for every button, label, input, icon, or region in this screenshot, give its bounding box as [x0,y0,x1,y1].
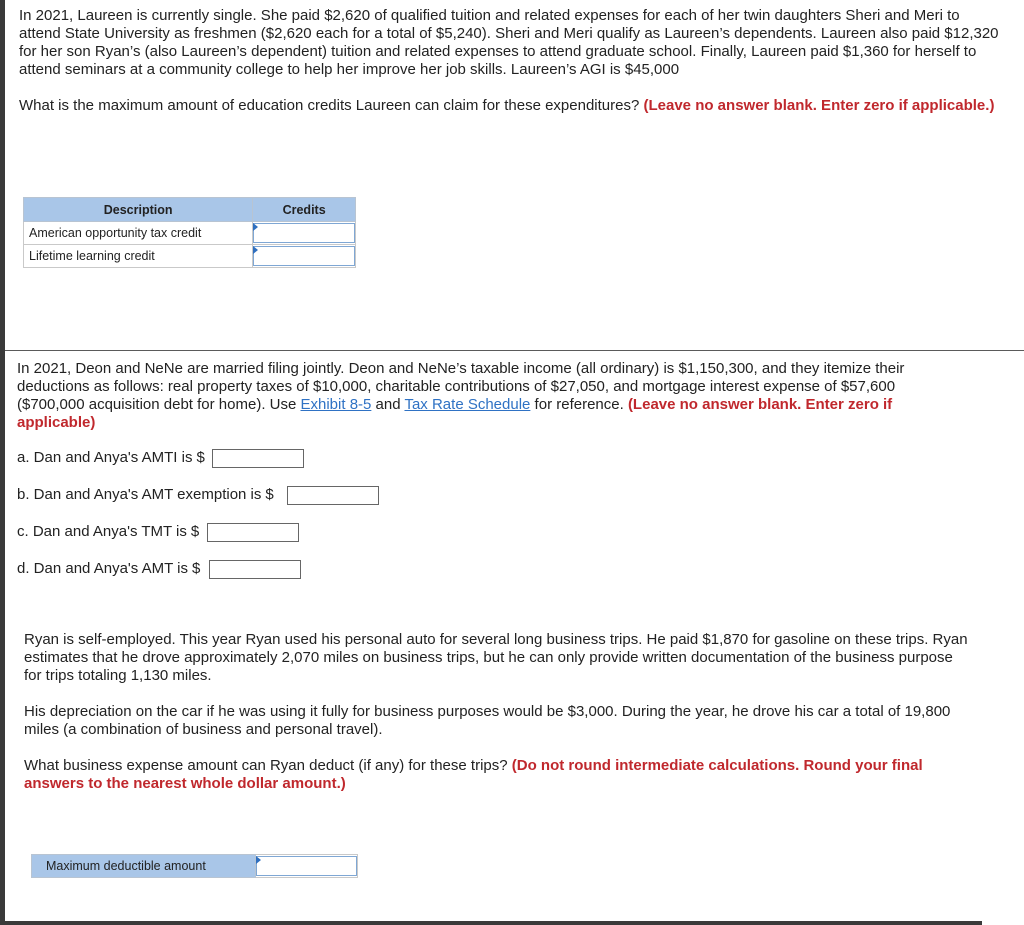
q2-paragraph [17,360,947,432]
currency-symbol: $ [192,560,201,577]
question-1 [19,7,1004,115]
q3-instruction: (Do not round intermediate calculations. Round your final answers to the nearest whole dollar amount.) [24,757,923,792]
currency-symbol: $ [196,449,205,466]
left-border [0,0,5,925]
amt-label: d. Dan and Anya's AMT is [17,560,189,577]
q1-paragraph: In 2021, Laureen is currently single. She paid $2,620 of qualified tuition and related expenses for each of her twin daughters Sheri and Meri to attend State University as freshmen ($2,620 each for a total of $5,240). Sheri and Meri qualify as Laureen’s dependents. Laureen also paid $12,320 for her son Ryan’s (also Laureen’s dependent) tuition and related expenses to attend graduate school. Finally, Laureen paid $1,360 for herself to attend seminars at a community college to help her improve her job skills. Laureen’s AGI is $45,000 [19,7,999,78]
currency-symbol: $ [190,523,200,540]
american-opportunity-credit-input[interactable] [253,223,355,243]
row-label-maximum-deductible: Maximum deductible amount [32,855,256,878]
input-marker-icon [253,223,258,231]
column-header-credits: Credits [253,198,356,222]
q1-instruction: (Leave no answer blank. Enter zero if applicable.) [643,97,995,114]
section-divider [5,350,1024,351]
amti-input[interactable] [212,449,304,468]
column-header-description: Description [24,198,253,222]
q3-question [24,757,974,793]
education-credits-table [23,197,356,268]
tmt-line [17,523,199,540]
q3-question-text: What business expense amount can Ryan deduct (if any) for these trips? [24,757,508,774]
credit-cell [253,222,356,245]
deduction-cell [256,855,358,878]
q2-paragraph-text: In 2021, Deon and NeNe are married filing jointly. Deon and NeNe’s taxable income (all ordinary) is $1,150,300, and they itemize their deductions as follows: real property taxes of $10,000, charitable contributions of $27,050, and mortgage interest expense of $57,600 ($700,000 acquisition debt for home). Use [17,360,905,413]
bottom-border [0,921,982,925]
lifetime-learning-credit-input[interactable] [253,246,355,266]
amt-exemption-input[interactable] [287,486,379,505]
row-label-american-opportunity: American opportunity tax credit [24,222,253,245]
amt-line [17,560,200,577]
deduction-table [31,854,358,878]
q1-question-text: What is the maximum amount of education credits Laureen can claim for these expenditures? [19,97,640,114]
input-marker-icon [256,856,261,864]
q3-paragraph-1: Ryan is self-employed. This year Ryan used his personal auto for several long business trips. He paid $1,870 for gasoline on these trips. Ryan estimates that he drove approximately 2,070 miles on business trips, but he can only provide written documentation of the business purpose for trips totaling 1,130 miles. [24,631,968,684]
q2-and-text: and [371,396,405,413]
question-2 [17,360,947,432]
exhibit-8-5-link[interactable]: Exhibit 8-5 [300,396,372,413]
amti-label: a. Dan and Anya's AMTI is [17,449,193,466]
table-row [24,245,356,268]
row-label-lifetime-learning: Lifetime learning credit [24,245,253,268]
amt-exemption-label: b. Dan and Anya's AMT exemption is [17,486,262,503]
q3-paragraph-2: His depreciation on the car if he was using it fully for business purposes would be $3,000. During the year, he drove his car a total of 19,800 miles (a combination of business and personal travel). [24,703,951,738]
tax-rate-schedule-link[interactable]: Tax Rate Schedule [404,396,531,413]
q1-question [19,97,1004,115]
amti-line [17,449,205,466]
question-3 [24,631,974,793]
currency-symbol: $ [265,486,274,503]
tmt-input[interactable] [207,523,299,542]
maximum-deductible-input[interactable] [256,856,357,876]
table-row [24,222,356,245]
q2-instruction: (Leave no answer blank. Enter zero if applicable) [17,396,893,431]
input-marker-icon [253,246,258,254]
table-row [32,855,358,878]
q2-reference-text: for reference. [530,396,628,413]
amt-exemption-line [17,486,274,503]
amt-input[interactable] [209,560,301,579]
credit-cell [253,245,356,268]
tmt-label: c. Dan and Anya's TMT is [17,523,187,540]
